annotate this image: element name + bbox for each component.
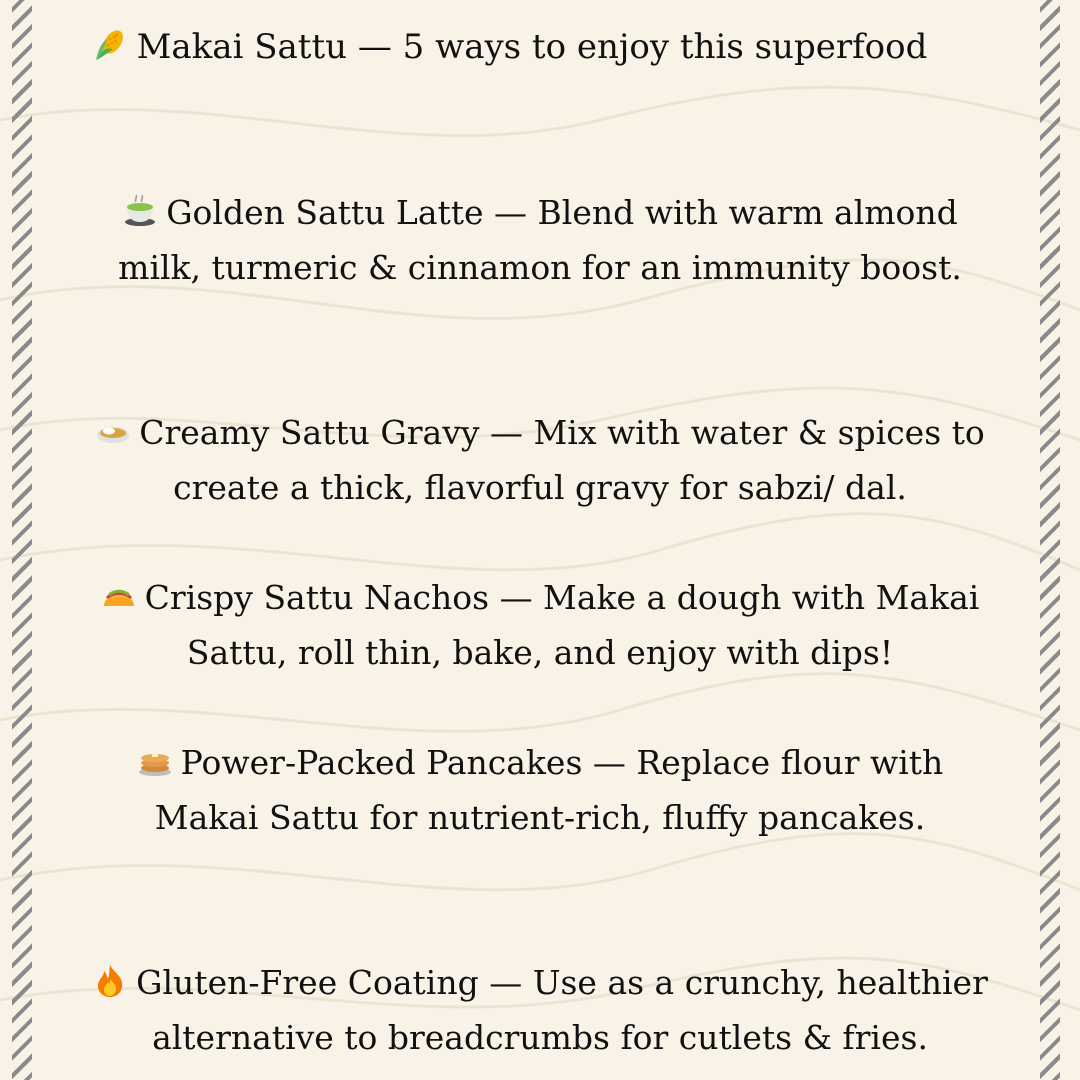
item-line-2: Makai Sattu for nutrient-rich, fluffy pancakes. (154, 798, 926, 837)
left-decorative-border (12, 0, 32, 1080)
item-line-2: milk, turmeric & cinnamon for an immunity boost. (118, 248, 962, 287)
item-line-2: Sattu, roll thin, bake, and enjoy with dips! (186, 633, 894, 672)
item-line-1 (60, 955, 1020, 1010)
item-line-1-text: Golden Sattu Latte — Blend with warm almond (166, 193, 958, 232)
list-item (60, 955, 1020, 1065)
item-line-1-text: Power-Packed Pancakes — Replace flour with (180, 743, 944, 782)
pancakes-icon (137, 743, 173, 779)
right-decorative-border (1040, 0, 1060, 1080)
list-item (60, 735, 1020, 845)
matcha-tea-icon (122, 193, 158, 229)
item-line-1-text: Crispy Sattu Nachos — Make a dough with Makai (144, 578, 980, 617)
item-line-1-text: Gluten-Free Coating — Use as a crunchy, healthier (136, 963, 988, 1002)
list-item (60, 405, 1020, 515)
page-title (60, 20, 960, 75)
item-line-1 (60, 570, 1020, 625)
list-item (60, 185, 1020, 295)
item-line-2: create a thick, flavorful gravy for sabzi/ dal. (173, 468, 907, 507)
item-line-1 (60, 735, 1020, 790)
item-line-1-text: Creamy Sattu Gravy — Mix with water & spices to (139, 413, 985, 452)
item-line-1 (60, 405, 1020, 460)
item-line-2: alternative to breadcrumbs for cutlets & fries. (152, 1018, 928, 1057)
taco-icon (101, 578, 137, 614)
list-item (60, 570, 1020, 680)
corn-icon (93, 27, 129, 63)
fire-icon (92, 963, 128, 999)
item-line-1 (60, 185, 1020, 240)
curry-rice-icon (95, 413, 131, 449)
title-text: Makai Sattu — 5 ways to enjoy this superfood (136, 27, 928, 67)
